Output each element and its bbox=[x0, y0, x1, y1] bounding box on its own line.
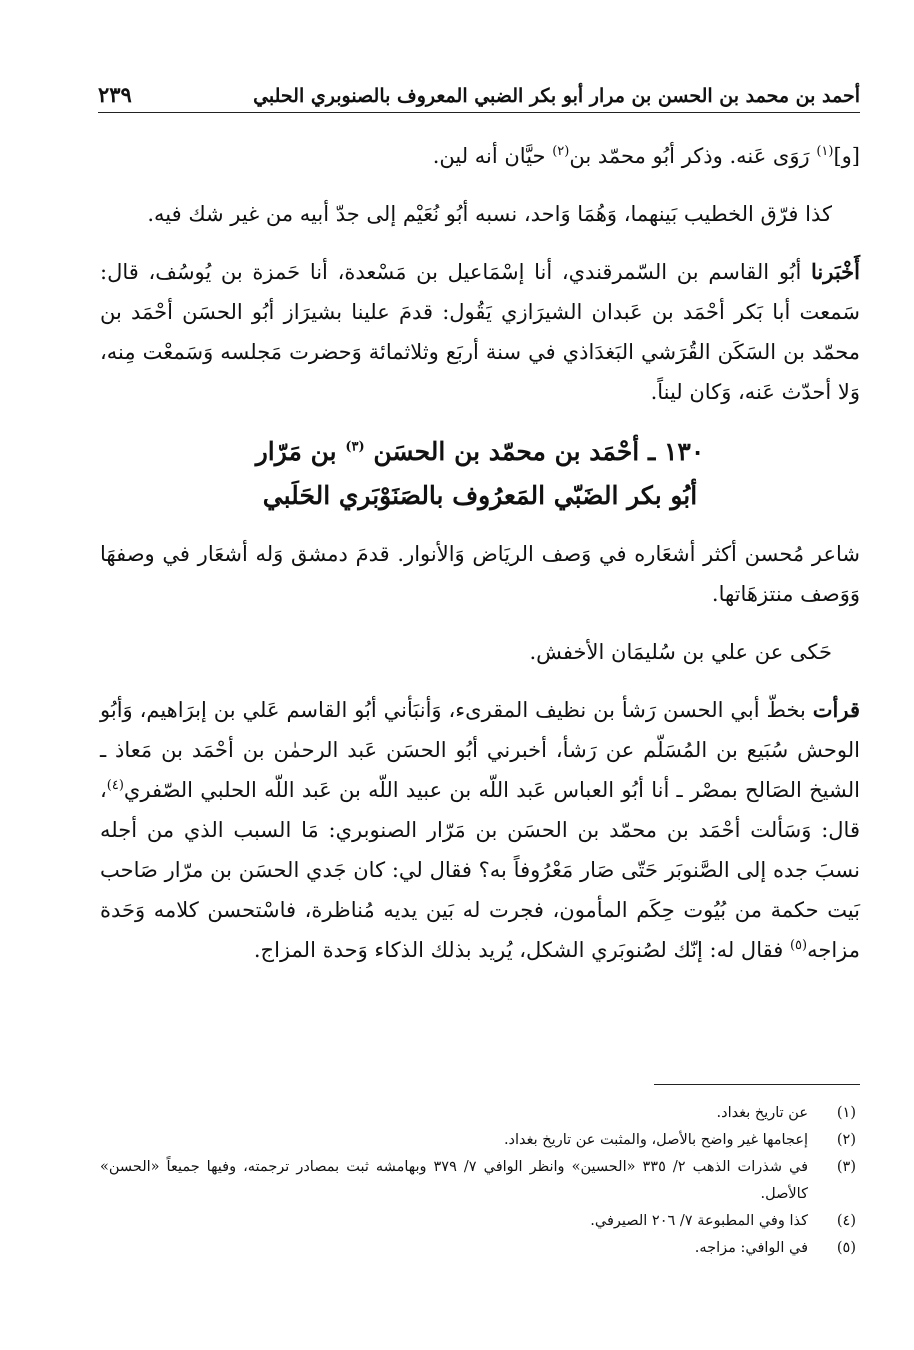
footnote-3 bbox=[100, 1154, 856, 1208]
footnote-4 bbox=[100, 1208, 856, 1235]
footnote-marker-2: (٢) bbox=[552, 144, 570, 159]
paragraph-2: كذا فرّق الخطيب بَينهما، وَهُمَا وَاحد، نسبه أبُو نُعَيْم إلى جدّ أبيه من غير شك فيه. bbox=[147, 202, 832, 226]
p1-part3: حيَّان أنه لين. bbox=[432, 144, 553, 168]
p1-part2: رَوَى عَنه. وذكر أبُو محمّد بن bbox=[569, 144, 817, 168]
footnote-5 bbox=[100, 1235, 856, 1262]
footnote-separator bbox=[654, 1084, 860, 1085]
footnote-text: في شذرات الذهب ٢/ ٣٣٥ «الحسين» وانظر الوافي ٧/ ٣٧٩ وبهامشه ثبت بمصادر ترجمته، وفيها جميعاً «الحسن» كالأصل. bbox=[100, 1159, 809, 1202]
paragraph-4: شاعر مُحسن أكثر أشعَاره في وَصف الريَاض وَالأنوار. قدمَ دمشق وَله أشعَار في وصفهَا وَوَصف منتزهَاتها. bbox=[100, 542, 860, 606]
paragraph-1 bbox=[100, 136, 860, 176]
p6-part1: بخطّ أبي الحسن رَشأ بن نظيف المقرىء، وَأنبَأني أبُو القاسم عَلي بن إبرَاهيم، وَأبُو الوحش سُبَيع بن المُسَلّم عن رَشأ، أخبرني أبُو الحسَن عَبد الرحمٰن بن أحْمَد بن مَعاذ ـ الشيخ الصَالح بمصْر ـ أنا أبُو العباس عَبد اللّه بن عبيد اللّه بن عَبد اللّه الحلبي الصّفري bbox=[100, 698, 860, 802]
heading-line-1-b: بن مَرّار bbox=[255, 437, 346, 466]
footnote-marker-1: (١) bbox=[816, 144, 834, 159]
p3-text: أبُو القاسم بن السّمرقندي، أنا إسْمَاعيل بن مَسْعدة، أنا حَمزة بن يُوسُف، قال: سَمعت أبا بَكر أحْمَد بن عَبدان الشيرَازي يَقُول: قدمَ علينا بشيرَاز أبُو الحسَن أحْمَد بن محمّد بن السَكَن القُرَشي البَغدَاذي في سنة أربَع وثلاثمائة وَحضرت مَجلسه وَسَمعْت مِنه، وَلا أحدّث عَنه، وَكان ليناً. bbox=[100, 260, 860, 404]
footnote-text: إعجامها غير واضح بالأصل، والمثبت عن تاريخ بغداد. bbox=[503, 1132, 808, 1148]
heading-line-1-a: ١٣٠ ـ أحْمَد بن محمّد بن الحسَن bbox=[364, 437, 705, 466]
footnote-marker-3: (٣) bbox=[345, 439, 365, 455]
paragraph-3 bbox=[100, 252, 860, 412]
footnote-number: (٥) bbox=[836, 1240, 856, 1256]
paragraph-6 bbox=[100, 690, 860, 970]
footnote-number: (٣) bbox=[836, 1159, 856, 1175]
footnote-text: كذا وفي المطبوعة ٧/ ٢٠٦ الصيرفي. bbox=[590, 1213, 808, 1229]
main-text bbox=[100, 136, 860, 988]
footnote-number: (٢) bbox=[836, 1132, 856, 1148]
footnote-text: عن تاريخ بغداد. bbox=[716, 1105, 808, 1121]
p3-lead-word: أَخْبَرنا bbox=[811, 259, 860, 284]
footnote-text: في الوافي: مزاجه. bbox=[694, 1240, 808, 1256]
footnotes bbox=[100, 1100, 856, 1262]
footnote-number: (٤) bbox=[836, 1213, 856, 1229]
p6-lead-word: قرأت bbox=[812, 697, 860, 722]
footnote-marker-4: (٤) bbox=[106, 778, 124, 793]
paragraph-5: حَكى عن علي بن سُليمَان الأخفش. bbox=[529, 640, 832, 664]
biography-heading bbox=[100, 430, 860, 518]
footnote-1 bbox=[100, 1100, 856, 1127]
p1-part1: [و] bbox=[833, 144, 860, 168]
heading-line-1 bbox=[100, 430, 860, 474]
heading-line-2: أبُو بكر الضَبّي المَعرُوف بالصَنَوْبَري الحَلَبي bbox=[262, 481, 698, 510]
p6-part3: فقال له: إنّك لصُنوبَري الشكل، يُريد بذلك الذكاء وَحدة المزاج. bbox=[253, 938, 790, 962]
header-title: أحمد بن محمد بن الحسن بن مرار أبو بكر الضبي المعروف بالصنوبري الحلبي bbox=[253, 85, 860, 107]
page-number: ٢٣٩ bbox=[98, 82, 132, 107]
footnote-marker-5: (٥) bbox=[789, 938, 808, 953]
p6-part2: ، قال: وَسَألت أحْمَد بن محمّد بن الحسَن بن مَرّار الصنوبري: مَا السبب الذي من أجله نسبَ جده إلى الصَّنوبَر حَتّى صَار مَعْرُوفاً به؟ فقال لي: كان جَدي الحسَن بن مرّار صَاحب بَيت حكمة من بُيُوت حِكَم المأمون، فجرت له بَين يديه مُناظرة، فاسْتحسن كلامه وَحَدة مزاجه bbox=[100, 778, 860, 962]
footnote-2 bbox=[100, 1127, 856, 1154]
footnote-number: (١) bbox=[836, 1105, 856, 1121]
running-header bbox=[98, 72, 860, 113]
